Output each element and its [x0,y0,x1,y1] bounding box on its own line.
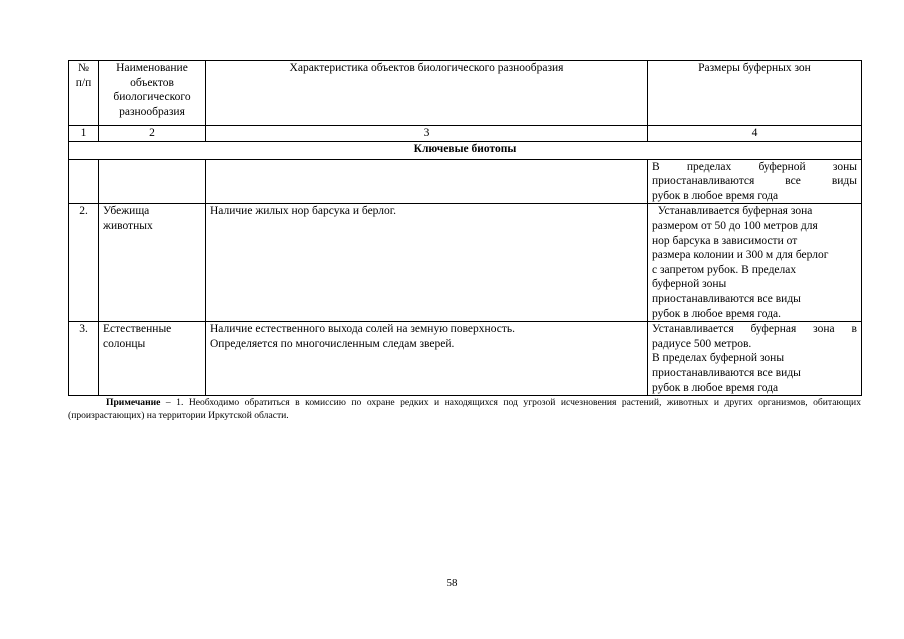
column-number: 2 [99,126,206,142]
word: зоны [832,160,857,173]
word: все [785,175,801,188]
section-title: Ключевые биотопы [69,141,862,159]
row-number: 3. [69,322,99,396]
buffer-line: Устанавливается буферная зона в [652,323,857,336]
row-buffer-size: Устанавливается буферная зона размером от 50 до 100 метров для нор барсука в зависимости от размера колонии и 300 м для берлог с запретом рубок. В пределах буферной зоны приостанавливаются все виды рубок в любое время года. [648,204,862,322]
section-row [69,141,862,159]
table-note [68,397,861,422]
header-characteristic: Характеристика объектов биологического разнообразия [206,61,648,126]
row-buffer-size [648,159,862,204]
word: пределах [686,160,732,173]
page-number: 58 [446,577,458,589]
row-characteristic [206,159,648,204]
buffer-zones-table [68,60,862,396]
row-characteristic: Наличие естественного выхода солей на земную поверхность. Определяется по многочисленным следам зверей. [206,322,648,396]
row-characteristic: Наличие жилых нор барсука и берлог. [206,204,648,322]
table-row [69,322,862,396]
buffer-line [652,160,857,175]
row-number: 2. [69,204,99,322]
column-number: 4 [648,126,862,142]
row-object-name: Убежища животных [99,204,206,322]
row-object-name [99,159,206,204]
word: В [652,160,660,173]
header-buffer-size: Размеры буферных зон [648,61,862,126]
column-number: 1 [69,126,99,142]
word: буферной [758,160,806,173]
header-object-name: Наименование объектов биологического разнообразия [99,61,206,126]
word: виды [831,175,857,188]
row-object-name: Естественные солонцы [99,322,206,396]
table-row [69,204,862,322]
header-number: № п/п [69,61,99,126]
column-number: 3 [206,126,648,142]
word: приостанавливаются [652,175,755,188]
table-header-row [69,61,862,126]
column-numbers-row [69,126,862,142]
note-text: – 1. Необходимо обратиться в комиссию по охране редких и находящихся под угрозой исчезновения растений, животных и других организмов, обитающих (произрастающих) на территории Иркутской области. [68,397,861,421]
row-number [69,159,99,204]
buffer-text: радиусе 500 метров. В пределах буферной зоны приостанавливаются все виды рубок в любое время года [652,337,801,394]
note-label: Примечание [106,397,161,408]
buffer-line: рубок в любое время года [652,189,779,202]
row-buffer-size [648,322,862,396]
buffer-line [652,174,857,189]
table-row [69,159,862,204]
